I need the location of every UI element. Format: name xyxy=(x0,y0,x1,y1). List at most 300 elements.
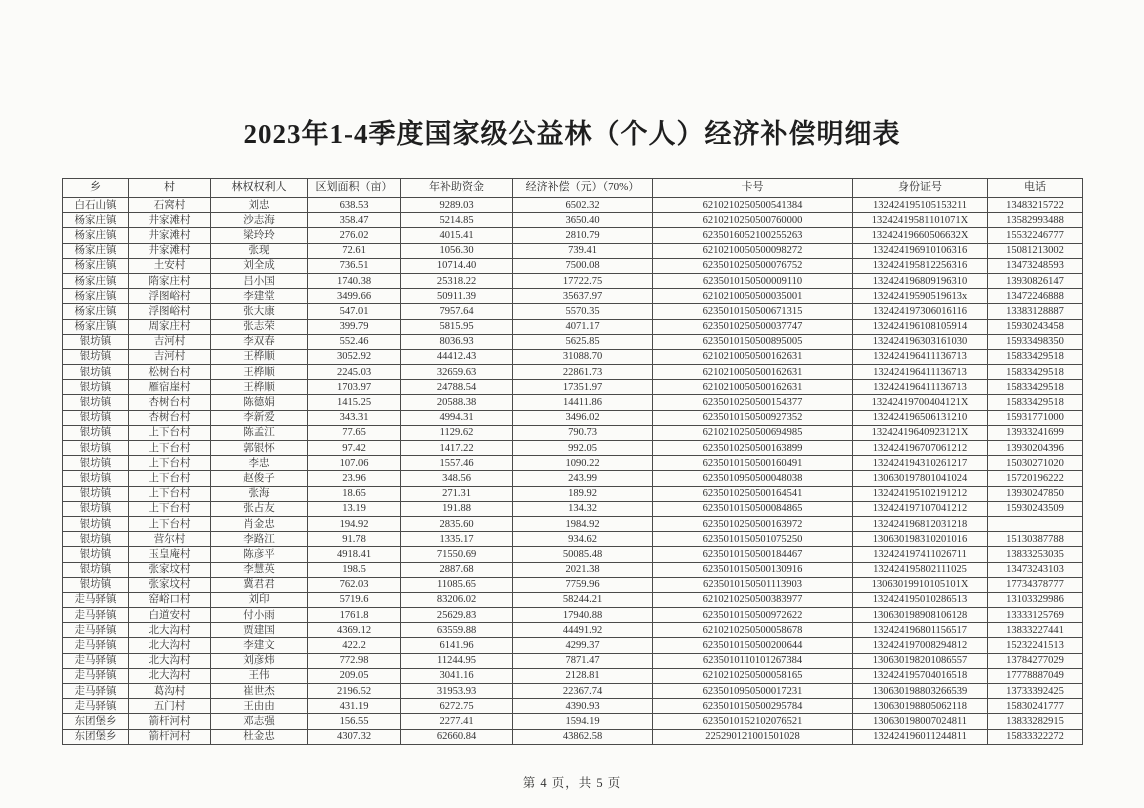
cell: 13242419590519613x xyxy=(853,289,988,304)
cell: 15931771000 xyxy=(988,410,1083,425)
cell: 6235016052100255263 xyxy=(653,228,853,243)
cell: 13103329986 xyxy=(988,592,1083,607)
page-title: 2023年1-4季度国家级公益林（个人）经济补偿明细表 xyxy=(243,119,901,149)
cell: 6235010150500184467 xyxy=(653,547,853,562)
cell: 王由由 xyxy=(211,699,308,714)
table-row xyxy=(63,714,1083,729)
cell: 上下台村 xyxy=(129,501,211,516)
cell: 6210210050500162631 xyxy=(653,349,853,364)
cell: 348.56 xyxy=(401,471,513,486)
cell: 土安村 xyxy=(129,258,211,273)
cell: 6235010150500160491 xyxy=(653,456,853,471)
cell: 浮图峪村 xyxy=(129,304,211,319)
cell: 156.55 xyxy=(308,714,401,729)
cell: 张现 xyxy=(211,243,308,258)
cell: 2277.41 xyxy=(401,714,513,729)
cell: 6235010150500295784 xyxy=(653,699,853,714)
cell: 6235010250500163899 xyxy=(653,441,853,456)
cell: 东团堡乡 xyxy=(63,729,129,744)
cell: 上下台村 xyxy=(129,471,211,486)
cell: 4369.12 xyxy=(308,623,401,638)
cell: 15833322272 xyxy=(988,729,1083,744)
cell: 50911.39 xyxy=(401,289,513,304)
table-row xyxy=(63,425,1083,440)
cell: 1594.19 xyxy=(513,714,653,729)
cell: 6210210250500694985 xyxy=(653,425,853,440)
cell: 132424196303161030 xyxy=(853,334,988,349)
cell: 71550.69 xyxy=(401,547,513,562)
cell: 13063019910105101X xyxy=(853,577,988,592)
table-row xyxy=(63,638,1083,653)
cell: 17734378777 xyxy=(988,577,1083,592)
cell: 132424195802111025 xyxy=(853,562,988,577)
cell: 李建堂 xyxy=(211,289,308,304)
cell: 20588.38 xyxy=(401,395,513,410)
cell: 箭杆河村 xyxy=(129,714,211,729)
cell: 1056.30 xyxy=(401,243,513,258)
cell: 32659.63 xyxy=(401,365,513,380)
cell: 772.98 xyxy=(308,653,401,668)
table-row xyxy=(63,471,1083,486)
cell: 王桦顺 xyxy=(211,349,308,364)
cell: 五门村 xyxy=(129,699,211,714)
table-row xyxy=(63,213,1083,228)
cell: 15532246777 xyxy=(988,228,1083,243)
cell: 130630198310201016 xyxy=(853,532,988,547)
cell: 吕小国 xyxy=(211,273,308,288)
cell: 191.88 xyxy=(401,501,513,516)
cell: 132424196809196310 xyxy=(853,273,988,288)
table-row xyxy=(63,289,1083,304)
cell: 7871.47 xyxy=(513,653,653,668)
table-row xyxy=(63,699,1083,714)
cell: 130630198803266539 xyxy=(853,684,988,699)
cell xyxy=(988,516,1083,531)
cell: 638.53 xyxy=(308,198,401,213)
cell: 198.5 xyxy=(308,562,401,577)
cell: 17778887049 xyxy=(988,668,1083,683)
cell: 张大康 xyxy=(211,304,308,319)
cell: 冀君君 xyxy=(211,577,308,592)
header-cell: 经济补偿（元）（70%） xyxy=(513,179,653,198)
cell: 5570.35 xyxy=(513,304,653,319)
cell: 李建文 xyxy=(211,638,308,653)
cell: 走马驿镇 xyxy=(63,668,129,683)
cell: 银坊镇 xyxy=(63,441,129,456)
cell: 6235010150500927352 xyxy=(653,410,853,425)
cell: 4307.32 xyxy=(308,729,401,744)
header-cell: 电话 xyxy=(988,179,1083,198)
cell: 刘全成 xyxy=(211,258,308,273)
cell: 13242419581101071X xyxy=(853,213,988,228)
cell: 13473243103 xyxy=(988,562,1083,577)
cell: 934.62 xyxy=(513,532,653,547)
cell: 1417.22 xyxy=(401,441,513,456)
table-row xyxy=(63,592,1083,607)
cell: 132424196506131210 xyxy=(853,410,988,425)
cell: 15232241513 xyxy=(988,638,1083,653)
cell: 762.03 xyxy=(308,577,401,592)
cell: 1335.17 xyxy=(401,532,513,547)
cell: 11085.65 xyxy=(401,577,513,592)
cell: 13472246888 xyxy=(988,289,1083,304)
cell: 贾建国 xyxy=(211,623,308,638)
cell: 24788.54 xyxy=(401,380,513,395)
cell: 崔世杰 xyxy=(211,684,308,699)
cell: 6235010250500154377 xyxy=(653,395,853,410)
cell: 22861.73 xyxy=(513,365,653,380)
cell: 9289.03 xyxy=(401,198,513,213)
cell: 肖金忠 xyxy=(211,516,308,531)
cell: 刘印 xyxy=(211,592,308,607)
cell: 吉河村 xyxy=(129,334,211,349)
cell: 736.51 xyxy=(308,258,401,273)
cell: 走马驿镇 xyxy=(63,684,129,699)
table-row xyxy=(63,243,1083,258)
cell: 吉河村 xyxy=(129,349,211,364)
cell: 23.96 xyxy=(308,471,401,486)
cell: 王桦顺 xyxy=(211,365,308,380)
header-cell: 乡 xyxy=(63,179,129,198)
cell: 1740.38 xyxy=(308,273,401,288)
cell: 2196.52 xyxy=(308,684,401,699)
cell: 2245.03 xyxy=(308,365,401,380)
cell: 6235010250500163972 xyxy=(653,516,853,531)
cell: 6235010150500130916 xyxy=(653,562,853,577)
cell: 李双春 xyxy=(211,334,308,349)
cell: 11244.95 xyxy=(401,653,513,668)
table-row xyxy=(63,441,1083,456)
cell: 杨家庄镇 xyxy=(63,304,129,319)
cell: 陈孟江 xyxy=(211,425,308,440)
cell: 走马驿镇 xyxy=(63,653,129,668)
cell: 6210210050500098272 xyxy=(653,243,853,258)
cell: 走马驿镇 xyxy=(63,592,129,607)
cell: 王伟 xyxy=(211,668,308,683)
cell: 132424196411136713 xyxy=(853,365,988,380)
cell: 6235010150500671315 xyxy=(653,304,853,319)
cell: 62660.84 xyxy=(401,729,513,744)
cell: 银坊镇 xyxy=(63,395,129,410)
cell: 2810.79 xyxy=(513,228,653,243)
cell: 189.92 xyxy=(513,486,653,501)
cell: 6235010250500076752 xyxy=(653,258,853,273)
cell: 1557.46 xyxy=(401,456,513,471)
cell: 10714.40 xyxy=(401,258,513,273)
cell: 5719.6 xyxy=(308,592,401,607)
cell: 91.78 xyxy=(308,532,401,547)
cell: 7957.64 xyxy=(401,304,513,319)
cell: 银坊镇 xyxy=(63,456,129,471)
table-row xyxy=(63,623,1083,638)
cell: 17940.88 xyxy=(513,608,653,623)
cell: 窑峪口村 xyxy=(129,592,211,607)
table-row xyxy=(63,258,1083,273)
cell: 银坊镇 xyxy=(63,501,129,516)
cell: 5214.85 xyxy=(401,213,513,228)
table-row xyxy=(63,729,1083,744)
cell: 松树台村 xyxy=(129,365,211,380)
table-row xyxy=(63,228,1083,243)
cell: 付小雨 xyxy=(211,608,308,623)
cell: 6210210250500760000 xyxy=(653,213,853,228)
cell: 431.19 xyxy=(308,699,401,714)
cell: 4015.41 xyxy=(401,228,513,243)
cell: 银坊镇 xyxy=(63,547,129,562)
cell: 北大沟村 xyxy=(129,668,211,683)
cell: 132424197411026711 xyxy=(853,547,988,562)
cell: 上下台村 xyxy=(129,425,211,440)
cell: 井家滩村 xyxy=(129,213,211,228)
cell: 15030271020 xyxy=(988,456,1083,471)
cell: 走马驿镇 xyxy=(63,623,129,638)
cell: 132424196411136713 xyxy=(853,349,988,364)
table-row xyxy=(63,456,1083,471)
cell: 陈德娟 xyxy=(211,395,308,410)
cell: 1761.8 xyxy=(308,608,401,623)
cell: 杨家庄镇 xyxy=(63,258,129,273)
cell: 422.2 xyxy=(308,638,401,653)
cell: 132424196108105914 xyxy=(853,319,988,334)
cell: 北大沟村 xyxy=(129,653,211,668)
cell: 4071.17 xyxy=(513,319,653,334)
cell: 790.73 xyxy=(513,425,653,440)
cell: 营尔村 xyxy=(129,532,211,547)
cell: 3052.92 xyxy=(308,349,401,364)
header-cell: 林权权利人 xyxy=(211,179,308,198)
cell: 葛沟村 xyxy=(129,684,211,699)
cell: 李新爱 xyxy=(211,410,308,425)
cell: 6235010150501075250 xyxy=(653,532,853,547)
cell: 276.02 xyxy=(308,228,401,243)
cell: 李忠 xyxy=(211,456,308,471)
table-row xyxy=(63,380,1083,395)
cell: 6235010150500200644 xyxy=(653,638,853,653)
cell: 2835.60 xyxy=(401,516,513,531)
cell: 4299.37 xyxy=(513,638,653,653)
cell: 杨家庄镇 xyxy=(63,289,129,304)
cell: 132424197008294812 xyxy=(853,638,988,653)
cell: 杏树台村 xyxy=(129,410,211,425)
cell: 北大沟村 xyxy=(129,623,211,638)
cell: 17351.97 xyxy=(513,380,653,395)
cell: 399.79 xyxy=(308,319,401,334)
cell: 13473248593 xyxy=(988,258,1083,273)
cell: 132424195102191212 xyxy=(853,486,988,501)
cell: 5815.95 xyxy=(401,319,513,334)
cell: 8036.93 xyxy=(401,334,513,349)
cell: 上下台村 xyxy=(129,456,211,471)
cell: 银坊镇 xyxy=(63,425,129,440)
cell: 银坊镇 xyxy=(63,532,129,547)
cell: 130630197801041024 xyxy=(853,471,988,486)
cell: 1415.25 xyxy=(308,395,401,410)
table-row xyxy=(63,365,1083,380)
cell: 走马驿镇 xyxy=(63,608,129,623)
cell: 2128.81 xyxy=(513,668,653,683)
cell: 隋家庄村 xyxy=(129,273,211,288)
table-row xyxy=(63,395,1083,410)
cell: 132424195105153211 xyxy=(853,198,988,213)
cell: 3041.16 xyxy=(401,668,513,683)
cell: 739.41 xyxy=(513,243,653,258)
cell: 1090.22 xyxy=(513,456,653,471)
table-row xyxy=(63,349,1083,364)
cell: 13784277029 xyxy=(988,653,1083,668)
cell: 银坊镇 xyxy=(63,410,129,425)
cell: 13833227441 xyxy=(988,623,1083,638)
cell: 6235010250500164541 xyxy=(653,486,853,501)
cell: 13483215722 xyxy=(988,198,1083,213)
cell: 13833253035 xyxy=(988,547,1083,562)
cell: 张占友 xyxy=(211,501,308,516)
cell: 15833429518 xyxy=(988,395,1083,410)
cell: 72.61 xyxy=(308,243,401,258)
cell: 77.65 xyxy=(308,425,401,440)
cell: 132424196707061212 xyxy=(853,441,988,456)
table-row xyxy=(63,684,1083,699)
cell: 张志荣 xyxy=(211,319,308,334)
cell: 李慧英 xyxy=(211,562,308,577)
cell: 杜金忠 xyxy=(211,729,308,744)
cell: 992.05 xyxy=(513,441,653,456)
cell: 陈彦平 xyxy=(211,547,308,562)
table-row xyxy=(63,532,1083,547)
cell: 6210210250500058678 xyxy=(653,623,853,638)
cell: 132424196411136713 xyxy=(853,380,988,395)
header-cell: 卡号 xyxy=(653,179,853,198)
cell: 13333125769 xyxy=(988,608,1083,623)
cell: 7759.96 xyxy=(513,577,653,592)
cell: 6235010950500017231 xyxy=(653,684,853,699)
cell: 刘彦炜 xyxy=(211,653,308,668)
cell: 271.31 xyxy=(401,486,513,501)
cell: 张家坟村 xyxy=(129,562,211,577)
cell: 4918.41 xyxy=(308,547,401,562)
cell: 郭银怀 xyxy=(211,441,308,456)
cell: 杨家庄镇 xyxy=(63,243,129,258)
cell: 358.47 xyxy=(308,213,401,228)
cell: 6235010150501113903 xyxy=(653,577,853,592)
cell: 李路江 xyxy=(211,532,308,547)
cell: 15930243458 xyxy=(988,319,1083,334)
cell: 白道安村 xyxy=(129,608,211,623)
cell: 邓志强 xyxy=(211,714,308,729)
cell: 58244.21 xyxy=(513,592,653,607)
cell: 97.42 xyxy=(308,441,401,456)
cell: 13733392425 xyxy=(988,684,1083,699)
cell: 白石山镇 xyxy=(63,198,129,213)
compensation-table xyxy=(62,178,1083,745)
cell: 132424196812031218 xyxy=(853,516,988,531)
table-row xyxy=(63,668,1083,683)
cell: 6235010150500009110 xyxy=(653,273,853,288)
header-cell: 区划面积（亩） xyxy=(308,179,401,198)
cell: 银坊镇 xyxy=(63,577,129,592)
table-row xyxy=(63,562,1083,577)
cell: 上下台村 xyxy=(129,486,211,501)
cell: 6235010110101267384 xyxy=(653,653,853,668)
cell: 杨家庄镇 xyxy=(63,319,129,334)
cell: 107.06 xyxy=(308,456,401,471)
cell: 杨家庄镇 xyxy=(63,213,129,228)
page-footer: 第 4 页，共 5 页 xyxy=(522,776,622,790)
cell: 梁玲玲 xyxy=(211,228,308,243)
cell: 1129.62 xyxy=(401,425,513,440)
cell: 134.32 xyxy=(513,501,653,516)
cell: 13.19 xyxy=(308,501,401,516)
cell: 6210210250500383977 xyxy=(653,592,853,607)
header-cell: 村 xyxy=(129,179,211,198)
cell: 沙志海 xyxy=(211,213,308,228)
table-row xyxy=(63,198,1083,213)
cell: 杨家庄镇 xyxy=(63,273,129,288)
cell: 王桦顺 xyxy=(211,380,308,395)
cell: 552.46 xyxy=(308,334,401,349)
table-row xyxy=(63,653,1083,668)
cell: 132424195704016518 xyxy=(853,668,988,683)
cell: 194.92 xyxy=(308,516,401,531)
cell: 132424196011244811 xyxy=(853,729,988,744)
cell: 张海 xyxy=(211,486,308,501)
cell: 15081213002 xyxy=(988,243,1083,258)
cell: 6210210050500162631 xyxy=(653,380,853,395)
cell: 132424197306016116 xyxy=(853,304,988,319)
cell: 浮图峪村 xyxy=(129,289,211,304)
cell: 547.01 xyxy=(308,304,401,319)
cell: 13930247850 xyxy=(988,486,1083,501)
cell: 7500.08 xyxy=(513,258,653,273)
cell: 6272.75 xyxy=(401,699,513,714)
cell: 6235010152102076521 xyxy=(653,714,853,729)
cell: 银坊镇 xyxy=(63,380,129,395)
table-row xyxy=(63,608,1083,623)
cell: 3650.40 xyxy=(513,213,653,228)
cell: 6210210250500541384 xyxy=(653,198,853,213)
cell: 130630198805062118 xyxy=(853,699,988,714)
cell: 13933241699 xyxy=(988,425,1083,440)
cell: 83206.02 xyxy=(401,592,513,607)
cell: 井家滩村 xyxy=(129,228,211,243)
cell: 杨家庄镇 xyxy=(63,228,129,243)
cell: 银坊镇 xyxy=(63,471,129,486)
cell: 14411.86 xyxy=(513,395,653,410)
cell: 玉皇庵村 xyxy=(129,547,211,562)
cell: 132424194310261217 xyxy=(853,456,988,471)
cell: 5625.85 xyxy=(513,334,653,349)
table-row xyxy=(63,319,1083,334)
cell: 15833429518 xyxy=(988,380,1083,395)
table-row xyxy=(63,334,1083,349)
cell: 15830241777 xyxy=(988,699,1083,714)
cell: 25318.22 xyxy=(401,273,513,288)
cell: 132424195812256316 xyxy=(853,258,988,273)
cell: 刘忠 xyxy=(211,198,308,213)
table-row xyxy=(63,547,1083,562)
cell: 银坊镇 xyxy=(63,349,129,364)
cell: 6141.96 xyxy=(401,638,513,653)
cell: 31088.70 xyxy=(513,349,653,364)
cell: 3496.02 xyxy=(513,410,653,425)
cell: 63559.88 xyxy=(401,623,513,638)
cell: 石窝村 xyxy=(129,198,211,213)
table-row xyxy=(63,304,1083,319)
cell: 上下台村 xyxy=(129,441,211,456)
cell: 35637.97 xyxy=(513,289,653,304)
cell: 132424196910106316 xyxy=(853,243,988,258)
cell: 走马驿镇 xyxy=(63,699,129,714)
cell: 132424197107041212 xyxy=(853,501,988,516)
